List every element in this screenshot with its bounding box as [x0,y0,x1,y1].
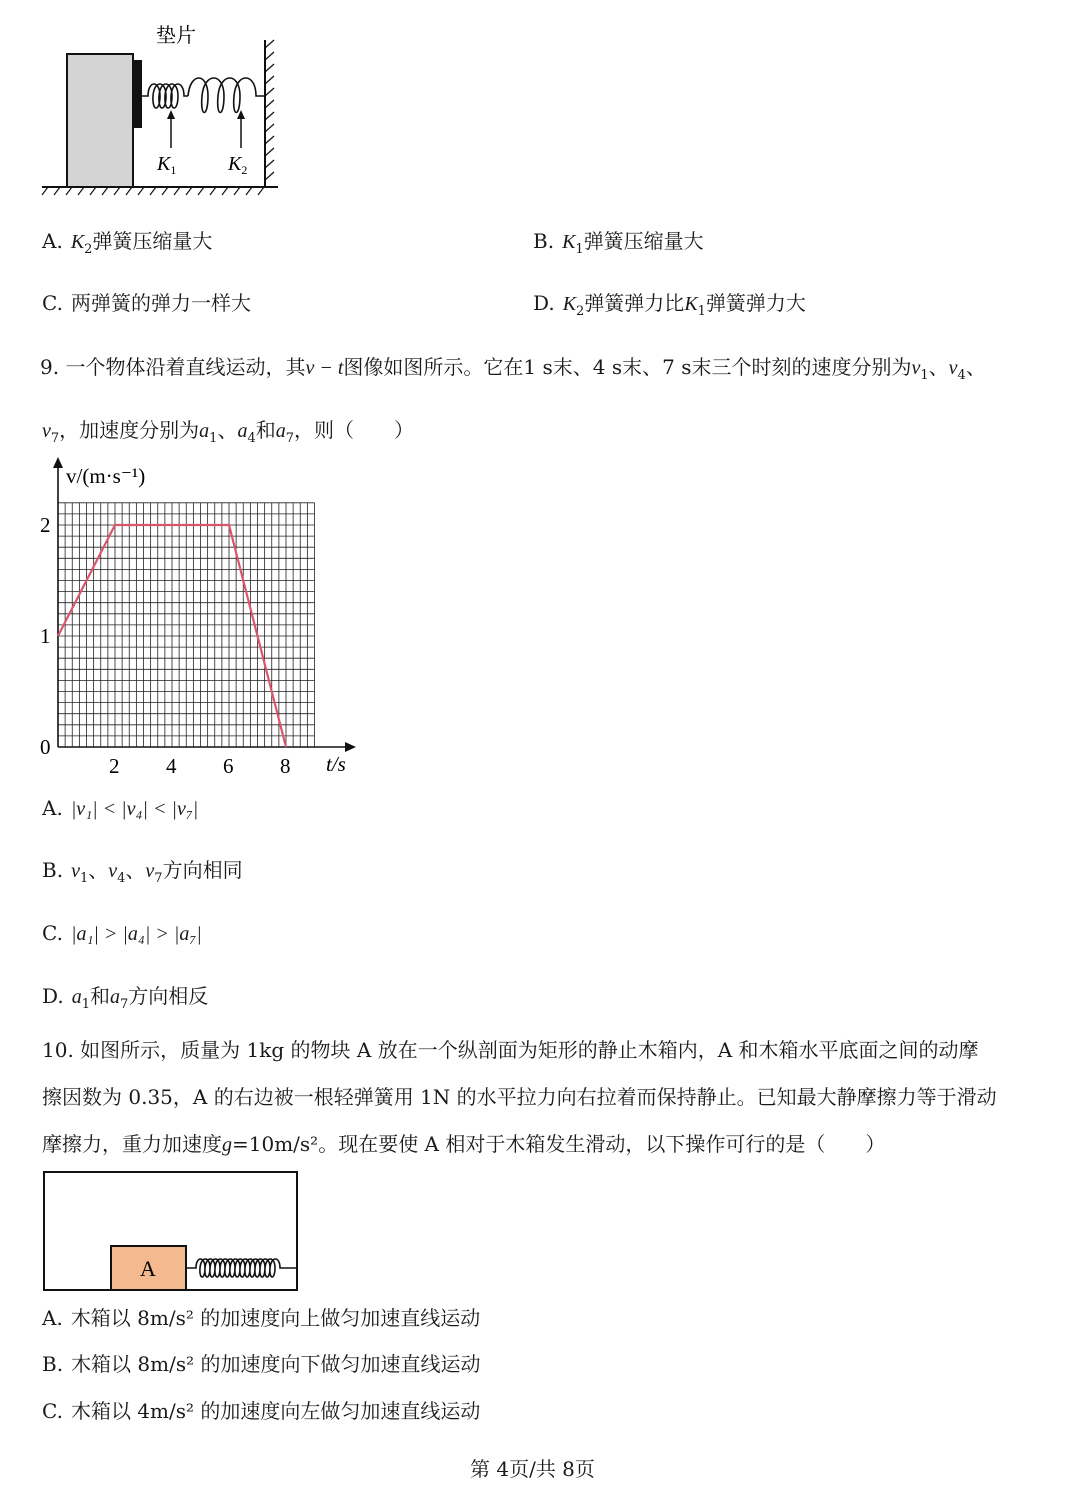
q10-stem-line2: 擦因数为 0.35，A 的右边被一根轻弹簧用 1N 的水平拉力向右拉着而保持静止。已知最大静摩擦力等于滑动 [42,1085,997,1109]
x-tick-label: 2 [109,754,120,778]
y-axis-arrow [53,457,63,468]
q9-stem-line1: 9. 一个物体沿着直线运动，其v − t图像如图所示。它在1 s末、4 s末、7 s末三个时刻的速度分别为$v_1$、$v_4$、 [40,355,986,383]
q10-stem-line3: 摩擦力，重力加速度g=10m/s²。现在要使 A 相对于木箱发生滑动，以下操作可行的是（ ） [42,1132,886,1156]
gray-block [67,54,133,187]
q9-stem-line2: $v_7$，加速度分别为$a_1$、$a_4$和$a_7$，则（ ） [42,418,415,446]
y-tick-label: 0 [40,735,51,759]
q8-option-d[interactable]: D. $K_2$弹簧弹力比$K_1$弹簧弹力大 [533,291,806,319]
x-axis-arrow [345,742,356,752]
q8-option-c[interactable]: C. 两弹簧的弹力一样大 [42,291,251,315]
q8-option-a[interactable]: A. $K_2$弹簧压缩量大 [42,229,213,257]
q9-option-a[interactable]: A. |v₁| < |v₄| < |v₇| [42,796,199,820]
y-axis-label: v/(m·s⁻¹) [66,464,146,488]
shim-pad [133,60,142,128]
x-tick-label: 6 [223,754,234,778]
q8-option-b[interactable]: B. $K_1$弹簧压缩量大 [533,229,704,257]
q9-option-d[interactable]: D. $a_1$和$a_7$方向相反 [42,984,209,1012]
q10-option-c[interactable]: C. 木箱以 4m/s² 的加速度向左做匀加速直线运动 [42,1399,481,1423]
x-tick-label: 4 [166,754,177,778]
chart-axes [53,457,356,752]
spring-k2 [188,78,265,113]
page-footer: 第 4页/共 8页 [470,1457,595,1481]
x-tick-label: 8 [280,754,291,778]
x-axis-label: t/s [326,752,346,776]
q10-option-a[interactable]: A. 木箱以 8m/s² 的加速度向上做匀加速直线运动 [42,1306,481,1330]
block-a-label: A [140,1256,156,1281]
shim-label: 垫片 [156,25,196,47]
spring-k1 [142,84,188,108]
ground-hatch [42,187,264,195]
vt-chart [30,455,370,785]
q10-stem-line1: 10. 如图所示，质量为 1kg 的物块 A 放在一个纵剖面为矩形的静止木箱内，A 和木箱水平底面之间的动摩 [42,1038,979,1062]
k2-label: $K_2$ [228,153,248,177]
y-tick-label: 1 [40,624,51,648]
q10-option-b[interactable]: B. 木箱以 8m/s² 的加速度向下做匀加速直线运动 [42,1352,481,1376]
k1-label: $K_1$ [157,153,177,177]
wall-hatch [265,40,274,180]
spring-shim-figure [40,20,300,200]
q9-option-c[interactable]: C. |a₁| > |a₄| > |a₇| [42,921,202,945]
y-tick-label: 2 [40,513,51,537]
q9-option-b[interactable]: B. $v_1$、$v_4$、$v_7$方向相同 [42,858,243,886]
box-spring-figure [42,1170,302,1295]
